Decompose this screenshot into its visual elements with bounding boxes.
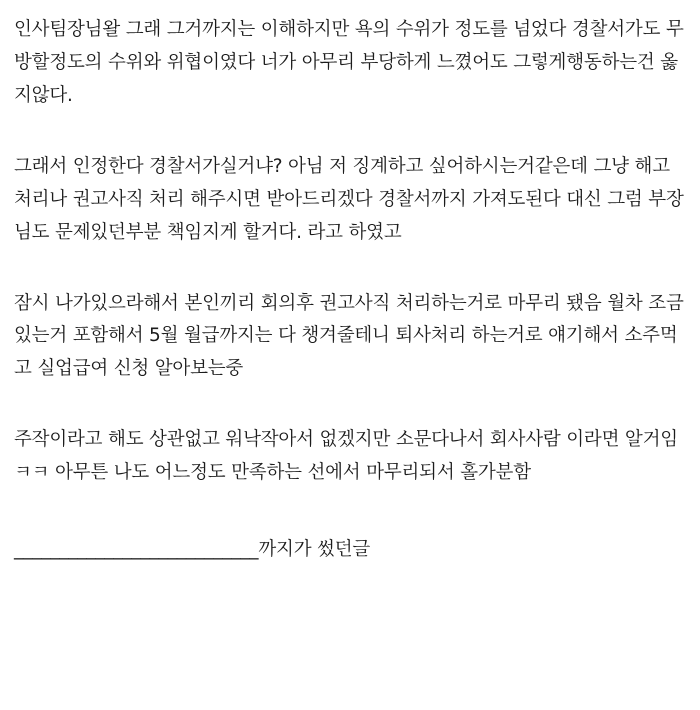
paragraph-4: 주작이라고 해도 상관없고 워낙작아서 없겠지만 소문다나서 회사사람 이라면 알거임 ㅋㅋ 아무튼 나도 어느정도 만족하는 선에서 마무리되서 홀가분함 [14,429,684,484]
footer-spacer [14,490,686,534]
paragraph-2: 그래서 인정한다 경찰서가실거냐? 아님 저 징계하고 싶어하시는거같은데 그냥 해고처리나 권고사직 처리 해주시면 받아드리겠다 경찰서까지 가져도된다 대신 그럼 부장님도 문제있던부분 책임지게 할거다. 라고 하였고 [14,155,684,243]
paragraph-spacer [14,113,686,151]
footer-note: ___________________________까지가 썼던글 [14,539,371,561]
paragraph-spacer [14,386,686,424]
paragraph-spacer [14,250,686,288]
paragraph-1: 인사팀장님왈 그래 그거까지는 이해하지만 욕의 수위가 정도를 넘었다 경찰서가도 무방할정도의 수위와 위협이였다 너가 아무리 부당하게 느꼈어도 그렇게행동하는건 옳지않다. [14,19,684,106]
paragraph-3: 잠시 나가있으라해서 본인끼리 회의후 권고사직 처리하는거로 마무리 됐음 월차 조금있는거 포함해서 5월 월급까지는 다 챙겨줄테니 퇴사처리 하는거로 얘기해서 소주먹고 실업급여 신청 알아보는중 [14,292,684,380]
